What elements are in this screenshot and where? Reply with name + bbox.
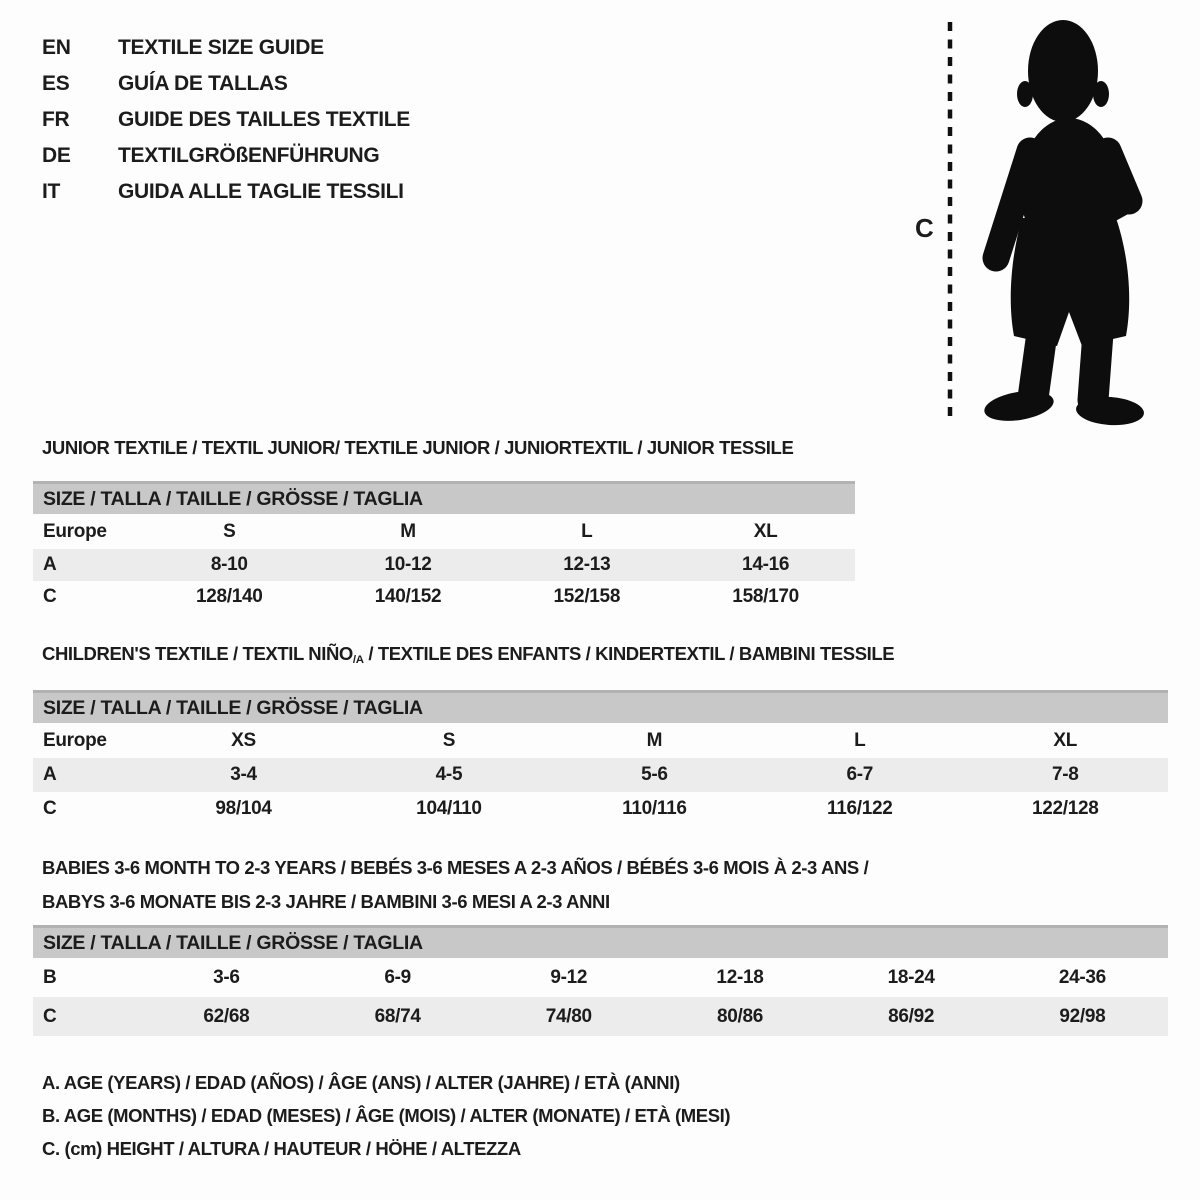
measurement-legend	[42, 1066, 730, 1165]
cell: 110/116	[622, 798, 687, 819]
size-header-row	[33, 483, 855, 515]
age-months-row	[33, 958, 1168, 997]
language-title: GUIDE DES TAILLES TEXTILE	[118, 108, 410, 131]
cell: 14-16	[676, 549, 855, 581]
legend-line-a: A. AGE (YEARS) / EDAD (AÑOS) / ÂGE (ANS) / ALTER (JAHRE) / ETÀ (ANNI)	[42, 1072, 680, 1093]
cell: C	[43, 798, 57, 819]
children-title-subscript: /A	[352, 653, 364, 666]
cell: S	[223, 520, 236, 542]
cell: 116/122	[827, 798, 893, 819]
size-header-cell: SIZE / TALLA / TAILLE / GRÖSSE / TAGLIA	[33, 483, 855, 515]
cell: 6-7	[757, 758, 962, 792]
cell: A	[33, 549, 140, 581]
junior-size-table	[33, 481, 855, 613]
cell: 24-36	[1058, 966, 1106, 988]
language-code: EN	[42, 36, 71, 59]
cell: C	[43, 586, 57, 607]
legend-line-b: B. AGE (MONTHS) / EDAD (MESES) / ÂGE (MOIS) / ALTER (MONATE) / ETÀ (MESI)	[42, 1105, 731, 1126]
cell: 3-6	[213, 966, 240, 988]
cell: 18-24	[887, 966, 935, 988]
babies-size-table	[33, 925, 1168, 1036]
cell: XL	[1053, 729, 1078, 751]
cell: 10-12	[319, 549, 498, 581]
cell: C	[33, 997, 141, 1036]
language-row-en	[42, 30, 410, 66]
cell: 92/98	[997, 997, 1168, 1036]
language-title: TEXTILE SIZE GUIDE	[118, 36, 324, 59]
cell: XS	[231, 729, 256, 751]
children-title-text: / TEXTILE DES ENFANTS / KINDERTEXTIL / BAMBINI TESSILE	[363, 643, 895, 664]
cell: 104/110	[416, 798, 482, 819]
legend-line-c: C. (cm) HEIGHT / ALTURA / HAUTEUR / HÖHE / ALTEZZA	[42, 1138, 521, 1159]
size-header-row	[33, 692, 1168, 724]
height-cm-row	[33, 581, 855, 613]
cell: B	[43, 966, 57, 988]
language-row-it	[42, 174, 410, 210]
language-code: FR	[42, 108, 70, 131]
cell: L	[854, 729, 866, 751]
cell: XL	[753, 520, 778, 542]
europe-sizes-row	[33, 723, 1168, 758]
cell: 140/152	[374, 586, 442, 607]
babies-section-title	[42, 851, 868, 919]
cell: 158/170	[732, 586, 799, 607]
size-header-cell: SIZE / TALLA / TAILLE / GRÖSSE / TAGLIA	[33, 927, 1168, 959]
language-code: IT	[42, 180, 61, 203]
cell: 122/128	[1031, 798, 1099, 819]
cell: Europe	[43, 729, 107, 751]
cell: 62/68	[141, 997, 312, 1036]
language-title: GUIDA ALLE TAGLIE TESSILI	[118, 180, 404, 203]
language-title: GUÍA DE TALLAS	[118, 72, 288, 95]
language-code: DE	[42, 144, 71, 167]
age-years-row	[33, 758, 1168, 792]
age-years-row	[33, 549, 855, 581]
cell: Europe	[43, 520, 107, 542]
language-row-es	[42, 66, 410, 102]
cell: 3-4	[141, 758, 346, 792]
cell: 86/92	[826, 997, 997, 1036]
cell: 5-6	[552, 758, 757, 792]
europe-sizes-row	[33, 514, 855, 549]
cell: S	[442, 729, 456, 751]
cell: 4-5	[346, 758, 551, 792]
language-list	[42, 30, 410, 210]
cell: M	[400, 520, 416, 542]
children-section-title	[42, 643, 894, 666]
cell: 9-12	[550, 966, 588, 988]
language-row-de	[42, 138, 410, 174]
height-line-label: C	[915, 213, 934, 243]
height-cm-row	[33, 792, 1168, 826]
children-size-table	[33, 690, 1168, 826]
cell: M	[646, 729, 663, 751]
cell: 80/86	[654, 997, 825, 1036]
language-row-fr	[42, 102, 410, 138]
junior-section-title: JUNIOR TEXTILE / TEXTIL JUNIOR/ TEXTILE JUNIOR / JUNIORTEXTIL / JUNIOR TESSILE	[42, 437, 794, 458]
cell: 7-8	[963, 758, 1169, 792]
babies-title-line2: BABYS 3-6 MONATE BIS 2-3 JAHRE / BAMBINI 3-6 MESI A 2-3 ANNI	[42, 891, 610, 912]
cell: 74/80	[483, 997, 654, 1036]
cell: 12-18	[716, 966, 764, 988]
children-title-text: CHILDREN'S TEXTILE / TEXTIL NIÑO	[42, 643, 353, 664]
cell: 152/158	[553, 586, 621, 607]
cell: 98/104	[215, 798, 272, 819]
cell: 12-13	[497, 549, 676, 581]
cell: 8-10	[140, 549, 319, 581]
toddler-silhouette-icon	[905, 14, 1165, 434]
language-title: TEXTILGRÖßENFÜHRUNG	[118, 144, 380, 167]
cell: 6-9	[384, 966, 411, 988]
size-header-row	[33, 927, 1168, 959]
cell: A	[33, 758, 141, 792]
language-code: ES	[42, 72, 70, 95]
size-header-cell: SIZE / TALLA / TAILLE / GRÖSSE / TAGLIA	[33, 692, 1168, 724]
cell: 68/74	[312, 997, 483, 1036]
cell: L	[581, 520, 593, 542]
babies-title-line1: BABIES 3-6 MONTH TO 2-3 YEARS / BEBÉS 3-6 MESES A 2-3 AÑOS / BÉBÉS 3-6 MOIS À 2-3 ANS /	[42, 857, 869, 878]
height-cm-row	[33, 997, 1168, 1036]
cell: 128/140	[195, 586, 263, 607]
